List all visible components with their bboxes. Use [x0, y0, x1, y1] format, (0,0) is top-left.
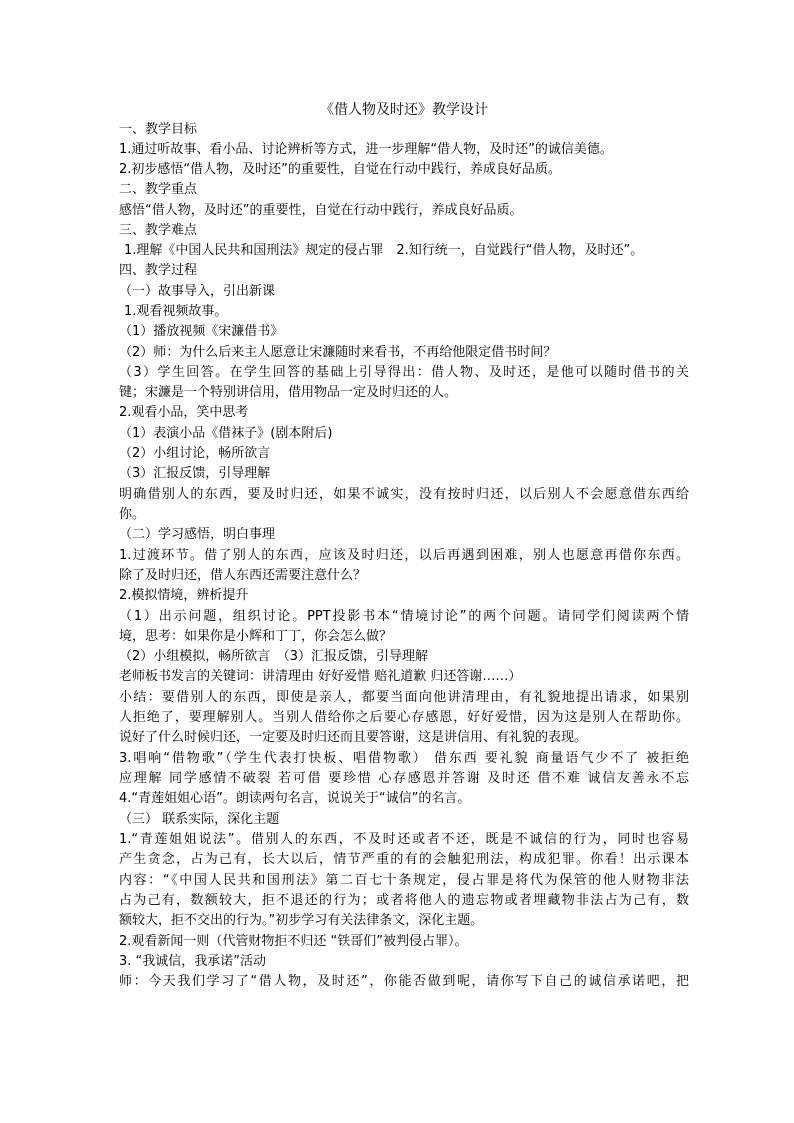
paragraph-line: 1.过渡环节。借了别人的东西，应该及时归还，以后再遇到困难，别人也愿意再借你东西。 — [119, 548, 689, 563]
paragraph-line: （2）师：为什么后来主人愿意让宋濂随时来看书，不再给他限定借书时间？ — [119, 345, 557, 360]
paragraph-line: （2）小组讨论，畅所欲言 — [119, 446, 271, 461]
paragraph-line: 应理解 同学感情不破裂 若可借 要珍惜 心存感恩并答谢 及时还 借不难 诚信友善永不忘 — [119, 771, 689, 786]
paragraph-line: （3）学生回答。在学生回答的基础上引导得出：借人物、及时还，是他可以随时借书的关 — [119, 365, 689, 380]
paragraph-line: 3. “我诚信，我承诺”活动 — [119, 954, 267, 969]
paragraph-line: 明确借别人的东西，要及时归还，如果不诚实，没有按时归还，以后别人不会愿意借东西给 — [119, 487, 689, 502]
paragraph-line: 师：今天我们学习了“借人物，及时还”，你能否做到呢，请你写下自己的诚信承诺吧，把 — [119, 974, 689, 989]
paragraph-line: 1.观看视频故事。 — [124, 304, 228, 319]
paragraph-line: 人拒绝了，要理解别人。当别人借给你之后要心存感恩，好好爱惜，因为这是别人在帮助你。 — [119, 710, 689, 725]
paragraph-line: 感悟“借人物，及时还”的重要性，自觉在行动中践行，养成良好品质。 — [119, 203, 523, 218]
paragraph-line: 说好了什么时候归还，一定要及时归还而且要答谢，这是讲信用、有礼貌的表现。 — [119, 730, 588, 745]
paragraph-line: 3.唱响“借物歌”（学生代表打快板、唱借物歌） 借东西 要礼貌 商量语气少不了 被拒绝 — [119, 751, 689, 766]
document-title: 《借人物及时还》教学设计 — [320, 102, 488, 118]
paragraph-line: （1）出示问题，组织讨论。PPT投影书本“情境讨论”的两个问题。请同学们阅读两个情 — [119, 609, 689, 624]
paragraph-line: 额较大，拒不交出的行为。”初步学习有关法律条文，深化主题。 — [119, 913, 484, 928]
paragraph-line: 2.观看新闻一则（代管财物拒不归还 “铁哥们”被判侵占罪）。 — [119, 934, 468, 949]
paragraph-line: （2）小组模拟，畅所欲言 （3）汇报反馈，引导理解 — [119, 649, 429, 664]
paragraph-line: 内容：“《中国人民共和国刑法》第二百七十条规定，侵占罪是将代为保管的他人财物非法 — [119, 873, 689, 888]
paragraph-line: 老师板书发言的关键词：讲清理由 好好爱惜 赔礼道歉 归还答谢……） — [119, 669, 522, 684]
paragraph-line: 你。 — [119, 507, 146, 522]
paragraph-line: （3）汇报反馈，引导理解 — [119, 466, 271, 481]
heading-process: 四、教学过程 — [119, 263, 198, 278]
paragraph-line: 产生贪念，占为己有，长大以后，情节严重的有的会触犯刑法，构成犯罪。你看！出示课本 — [119, 852, 689, 867]
paragraph-line: 2.模拟情境，辨析提升 — [119, 588, 249, 603]
paragraph-line: 键；宋濂是一个特别讲信用，借用物品一定及时归还的人。 — [119, 385, 458, 400]
paragraph-line: 1.通过听故事、看小品、讨论辨析等方式，进一步理解“借人物，及时还”的诚信美德。 — [119, 142, 613, 157]
paragraph-line: 1.理解《中国人民共和国刑法》规定的侵占罪 2.知行统一，自觉践行“借人物，及时还”。 — [124, 243, 644, 258]
subheading: （二）学习感悟，明白事理 — [119, 527, 276, 542]
paragraph-line: 1.“青莲姐姐说法”。借别人的东西，不及时还或者不还，既是不诚信的行为，同时也容易 — [119, 832, 689, 847]
paragraph-line: 4.“青莲姐姐心语”。朗读两句名言，说说关于“诚信”的名言。 — [119, 791, 471, 806]
subheading: （一）故事导入，引出新课 — [119, 284, 276, 299]
heading-difficulties: 三、教学难点 — [119, 223, 198, 238]
heading-key-points: 二、教学重点 — [119, 182, 198, 197]
paragraph-line: 境，思考：如果你是小辉和丁丁，你会怎么做？ — [119, 629, 393, 644]
paragraph-line: （1）表演小品《借袜子》(剧本附后) — [119, 426, 333, 441]
paragraph-line: 2.初步感悟“借人物，及时还”的重要性，自觉在行动中践行，养成良好品质。 — [119, 162, 561, 177]
paragraph-line: 小结：要借别人的东西，即使是亲人，都要当面向他讲清理由，有礼貌地提出请求，如果别 — [119, 690, 689, 705]
subheading: （三） 联系实际，深化主题 — [119, 812, 280, 827]
paragraph-line: 除了及时归还，借人东西还需要注意什么？ — [119, 568, 367, 583]
paragraph-line: 占为己有，数额较大，拒不退还的行为；或者将他人的遗忘物或者埋藏物非法占为己有，数 — [119, 893, 689, 908]
paragraph-line: （1）播放视频《宋濂借书》 — [119, 324, 284, 339]
paragraph-line: 2.观看小品，笑中思考 — [119, 405, 249, 420]
heading-goals: 一、教学目标 — [119, 122, 198, 137]
